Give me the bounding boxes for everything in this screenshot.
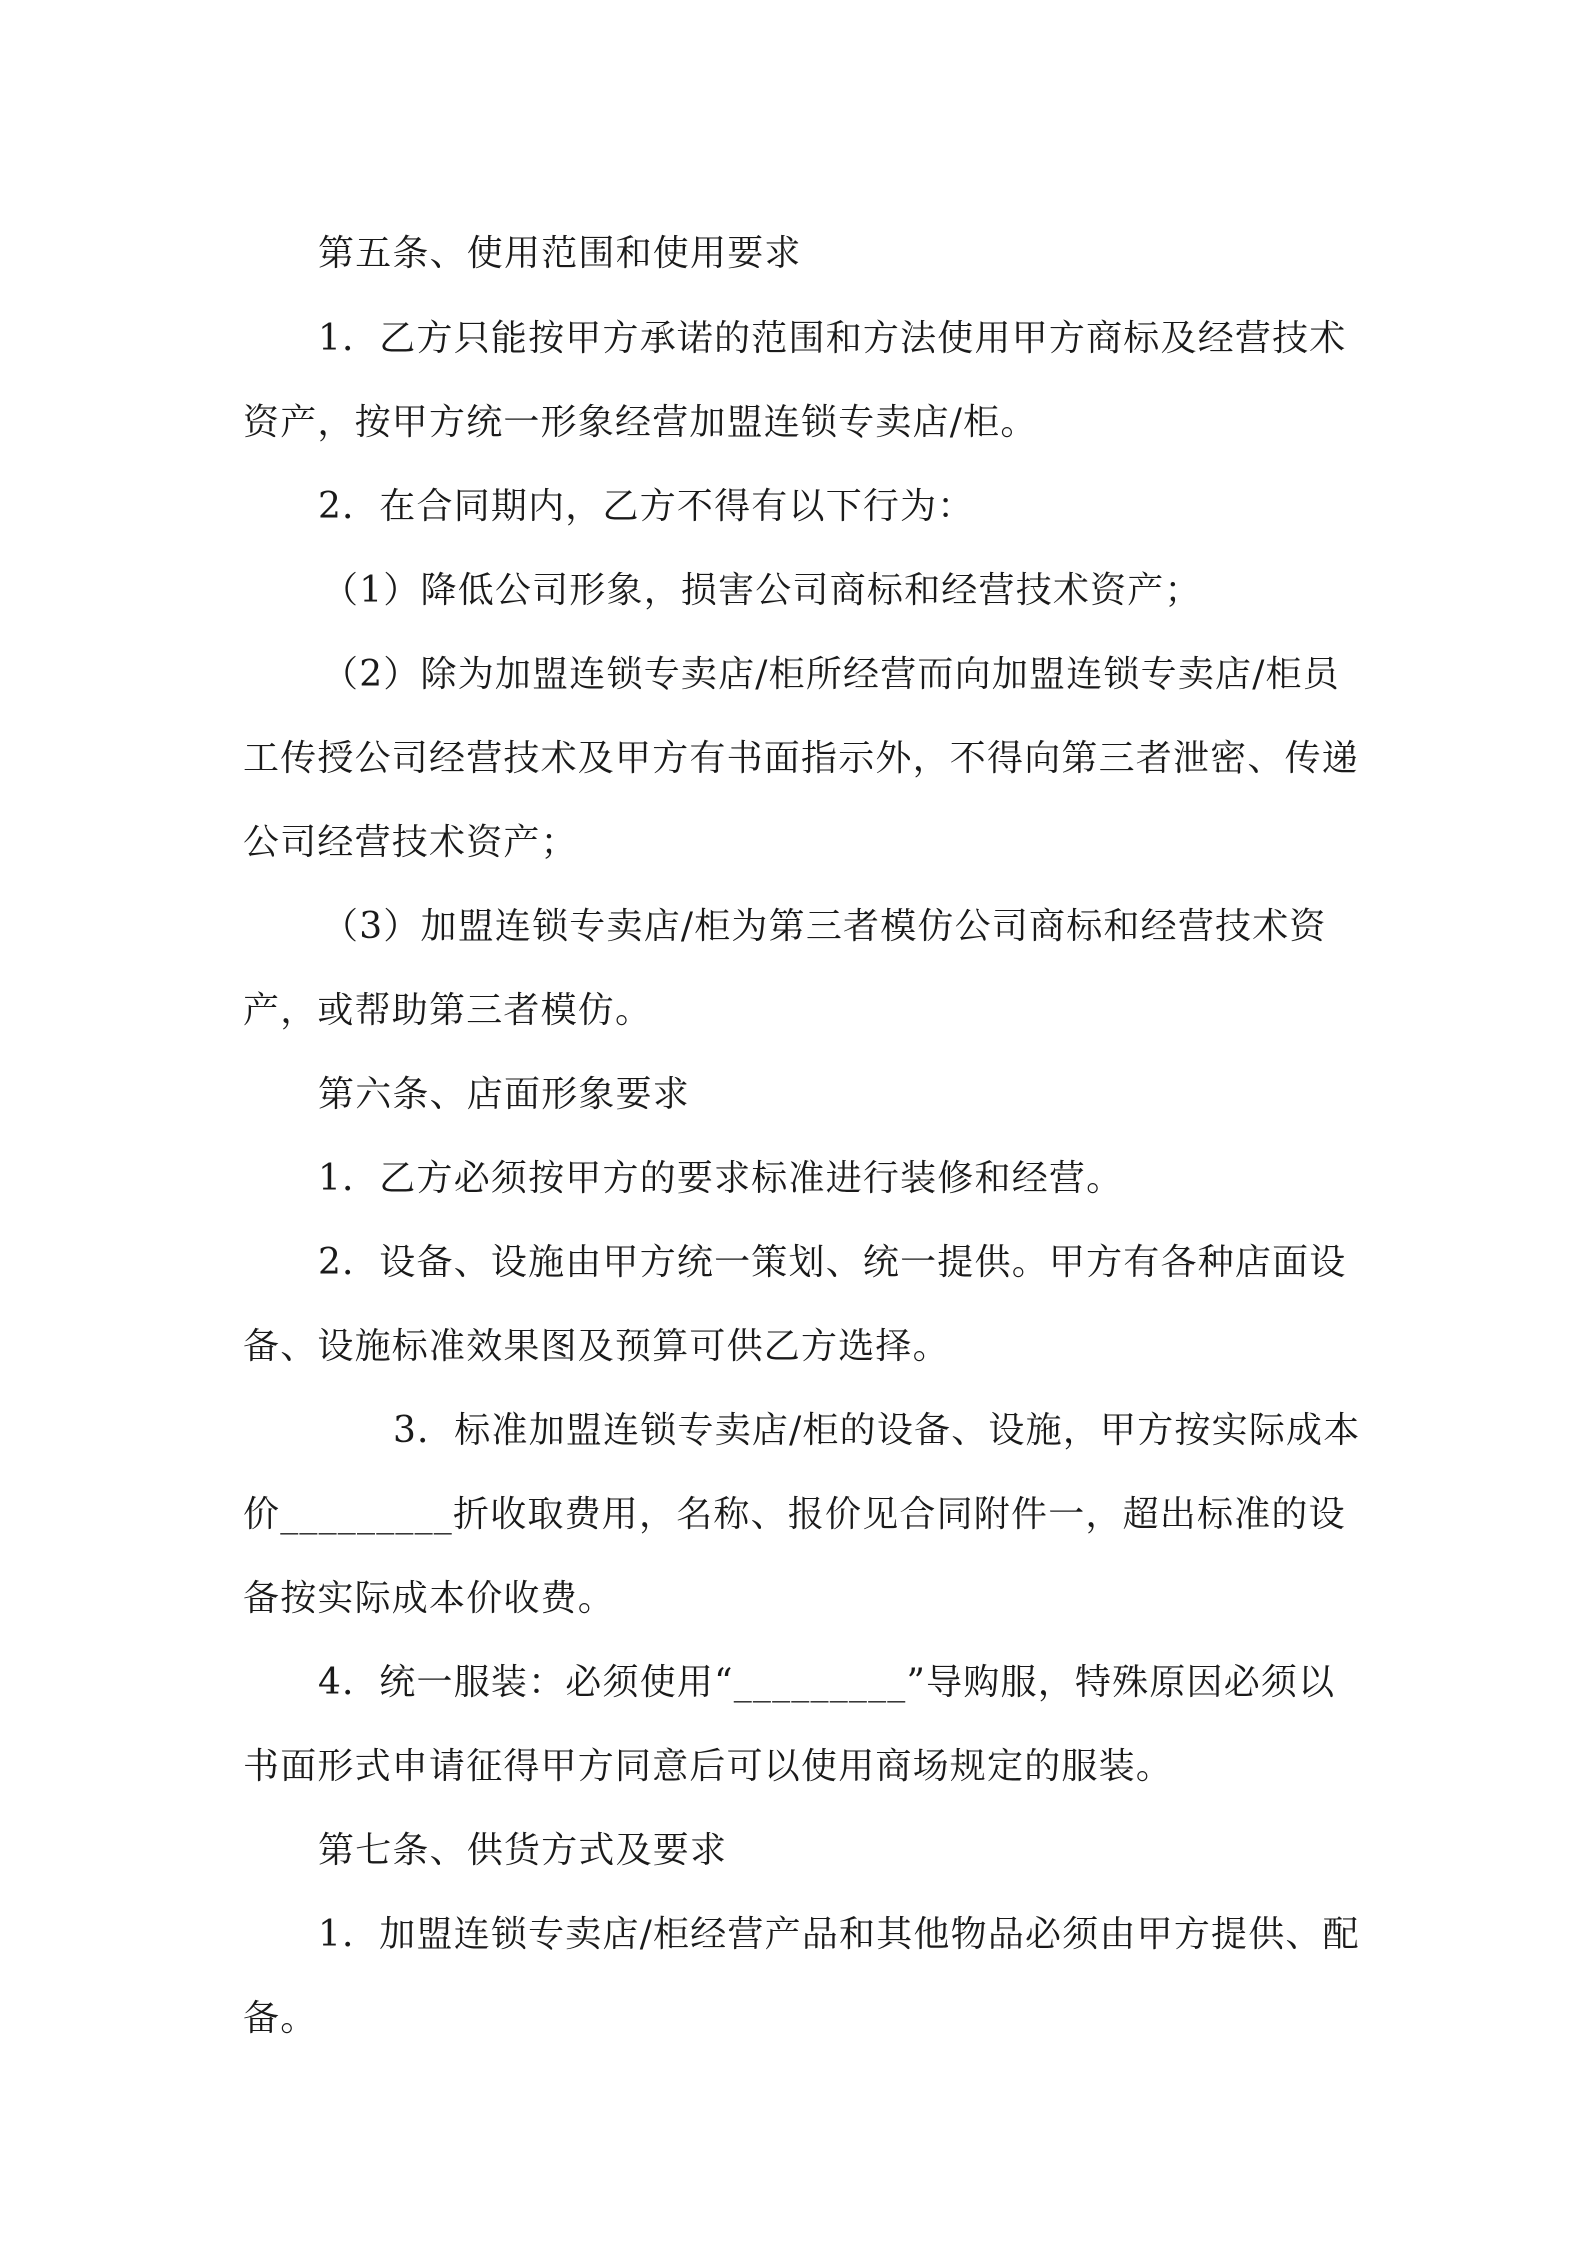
article-6-heading: 第六条、店面形象要求: [318, 1074, 691, 1115]
paragraph-line: 2．在合同期内，乙方不得有以下行为：: [318, 486, 975, 527]
paragraph-line: 书面形式申请征得甲方同意后可以使用商场规定的服装。: [243, 1746, 1174, 1787]
paragraph-line: 公司经营技术资产；: [243, 822, 578, 863]
paragraph-line: 备、设施标准效果图及预算可供乙方选择。: [243, 1326, 950, 1367]
paragraph-line: 产，或帮助第三者模仿。: [243, 990, 653, 1031]
paragraph-line: 3．标准加盟连锁专卖店/柜的设备、设施，甲方按实际成本: [393, 1410, 1361, 1451]
article-7-heading: 第七条、供货方式及要求: [318, 1830, 728, 1871]
paragraph-line: 2．设备、设施由甲方统一策划、统一提供。甲方有各种店面设: [318, 1242, 1347, 1283]
paragraph-line: 1．乙方只能按甲方承诺的范围和方法使用甲方商标及经营技术: [318, 318, 1347, 359]
paragraph-line: （2）除为加盟连锁专卖店/柜所经营而向加盟连锁专卖店/柜员: [322, 654, 1340, 695]
paragraph-line: 工传授公司经营技术及甲方有书面指示外，不得向第三者泄密、传递: [243, 738, 1360, 779]
paragraph-line: 1．加盟连锁专卖店/柜经营产品和其他物品必须由甲方提供、配: [318, 1914, 1360, 1955]
paragraph-line: 资产，按甲方统一形象经营加盟连锁专卖店/柜。: [243, 402, 1038, 443]
paragraph-line: 4．统一服装：必须使用“_________”导购服，特殊原因必须以: [318, 1662, 1336, 1703]
paragraph-line: 1．乙方必须按甲方的要求标准进行装修和经营。: [318, 1158, 1124, 1199]
paragraph-line: 价_________折收取费用，名称、报价见合同附件一，超出标准的设: [243, 1494, 1346, 1535]
article-5-heading: 第五条、使用范围和使用要求: [318, 233, 802, 274]
paragraph-line: 备。: [243, 1998, 318, 2039]
paragraph-line: 备按实际成本价收费。: [243, 1578, 616, 1619]
paragraph-line: （1）降低公司形象，损害公司商标和经营技术资产；: [322, 570, 1202, 611]
paragraph-line: （3）加盟连锁专卖店/柜为第三者模仿公司商标和经营技术资: [322, 906, 1327, 947]
